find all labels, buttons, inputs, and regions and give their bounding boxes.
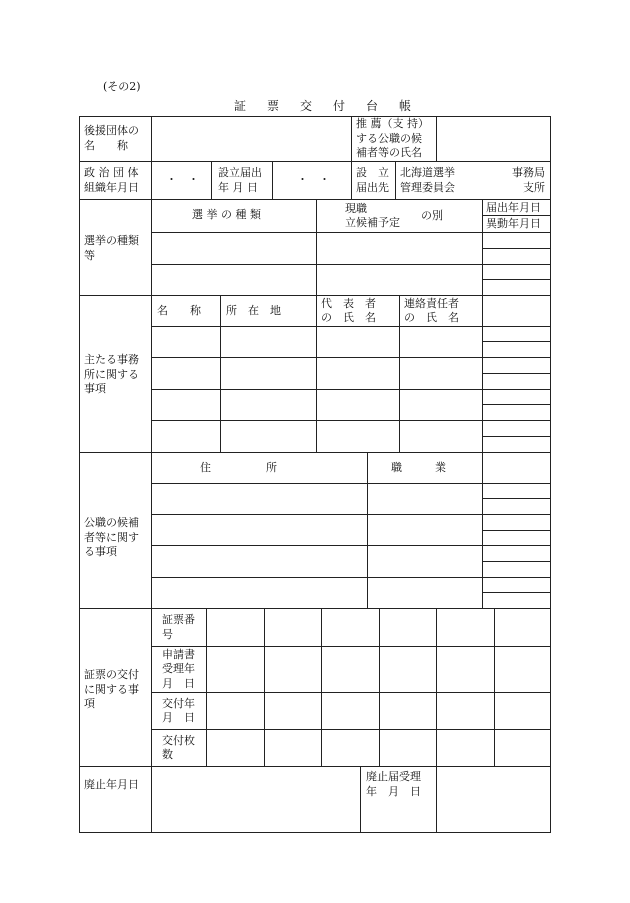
abolition-date-label: 廃止年月日: [84, 778, 139, 791]
office-section-label: 主たる事務: [84, 353, 139, 366]
col-change-date: 異動年月日: [486, 217, 541, 230]
est-notice-value: ・ ・: [297, 173, 330, 186]
col-contact-person-2: の 氏 名: [404, 311, 459, 324]
destination-label-2: 届出先: [356, 181, 389, 194]
col-status-suffix: の別: [421, 209, 443, 222]
col-status-incumbent: 現職: [345, 202, 367, 215]
support-group-name-label-2: 名 称: [84, 139, 128, 152]
org-date-value: ・ ・: [166, 173, 199, 186]
page-note: (その2): [103, 80, 141, 93]
row-certificate-number-2: 号: [162, 628, 173, 641]
support-group-name-label: 後援団体の: [84, 124, 139, 137]
col-filing-date: 届出年月日: [486, 201, 541, 214]
row-certificate-number: 証票番: [162, 613, 195, 626]
col-office-name: 名 称: [157, 304, 201, 317]
election-section-label: 選挙の種類: [84, 234, 139, 247]
candidate-section-label: 公職の候補: [84, 516, 139, 529]
org-date-label: 政 治 団 体: [84, 166, 139, 179]
row-issue-date: 交付年: [162, 697, 195, 710]
est-notice-label: 設立届出: [218, 166, 262, 179]
abolition-received-label-2: 年 月 日: [366, 785, 421, 798]
candidate-name-label-3: 補者等の氏名: [356, 146, 422, 159]
destination-label: 設 立: [356, 166, 389, 179]
row-issue-count-2: 数: [162, 748, 173, 761]
secretariat-label: 事務局: [512, 166, 545, 179]
col-representative-2: の 氏 名: [321, 311, 376, 324]
col-office-address: 所 在 地: [226, 304, 281, 317]
election-committee-label: 北海道選挙: [400, 166, 455, 179]
election-section-label-2: 等: [84, 249, 95, 262]
row-request-date-3: 月 日: [162, 677, 195, 690]
org-date-label-2: 組織年月日: [84, 181, 139, 194]
page-title: 証票交付台帳: [234, 99, 433, 113]
est-notice-label-2: 年 月 日: [218, 181, 258, 194]
candidate-section-label-2: 者等に関す: [84, 531, 139, 544]
abolition-received-label: 廃止届受理: [366, 770, 421, 783]
certificate-section-label-3: 項: [84, 697, 95, 710]
certificate-section-label-2: に関する事: [84, 683, 139, 696]
row-issue-count: 交付枚: [162, 734, 195, 747]
candidate-name-label-2: する公職の候: [356, 132, 422, 145]
office-section-label-3: 事項: [84, 382, 106, 395]
col-election-kind: 選 挙 の 種 類: [192, 208, 261, 221]
col-representative: 代 表 者: [321, 297, 376, 310]
col-status-candidate: 立候補予定: [345, 216, 400, 229]
row-issue-date-2: 月 日: [162, 711, 195, 724]
row-request-date-2: 受理年: [162, 662, 195, 675]
candidate-section-label-3: る事項: [84, 545, 117, 558]
col-candidate-address: 住 所: [200, 461, 277, 474]
election-committee-label-2: 管理委員会: [400, 181, 455, 194]
candidate-name-label: 推 薦（支 持）: [356, 117, 429, 130]
office-section-label-2: 所に関する: [84, 368, 139, 381]
col-candidate-occupation: 職 業: [391, 461, 446, 474]
row-request-date: 申請書: [162, 648, 195, 661]
certificate-section-label: 証票の交付: [84, 668, 139, 681]
branch-label: 支所: [523, 181, 545, 194]
col-contact-person: 連絡責任者: [404, 297, 459, 310]
